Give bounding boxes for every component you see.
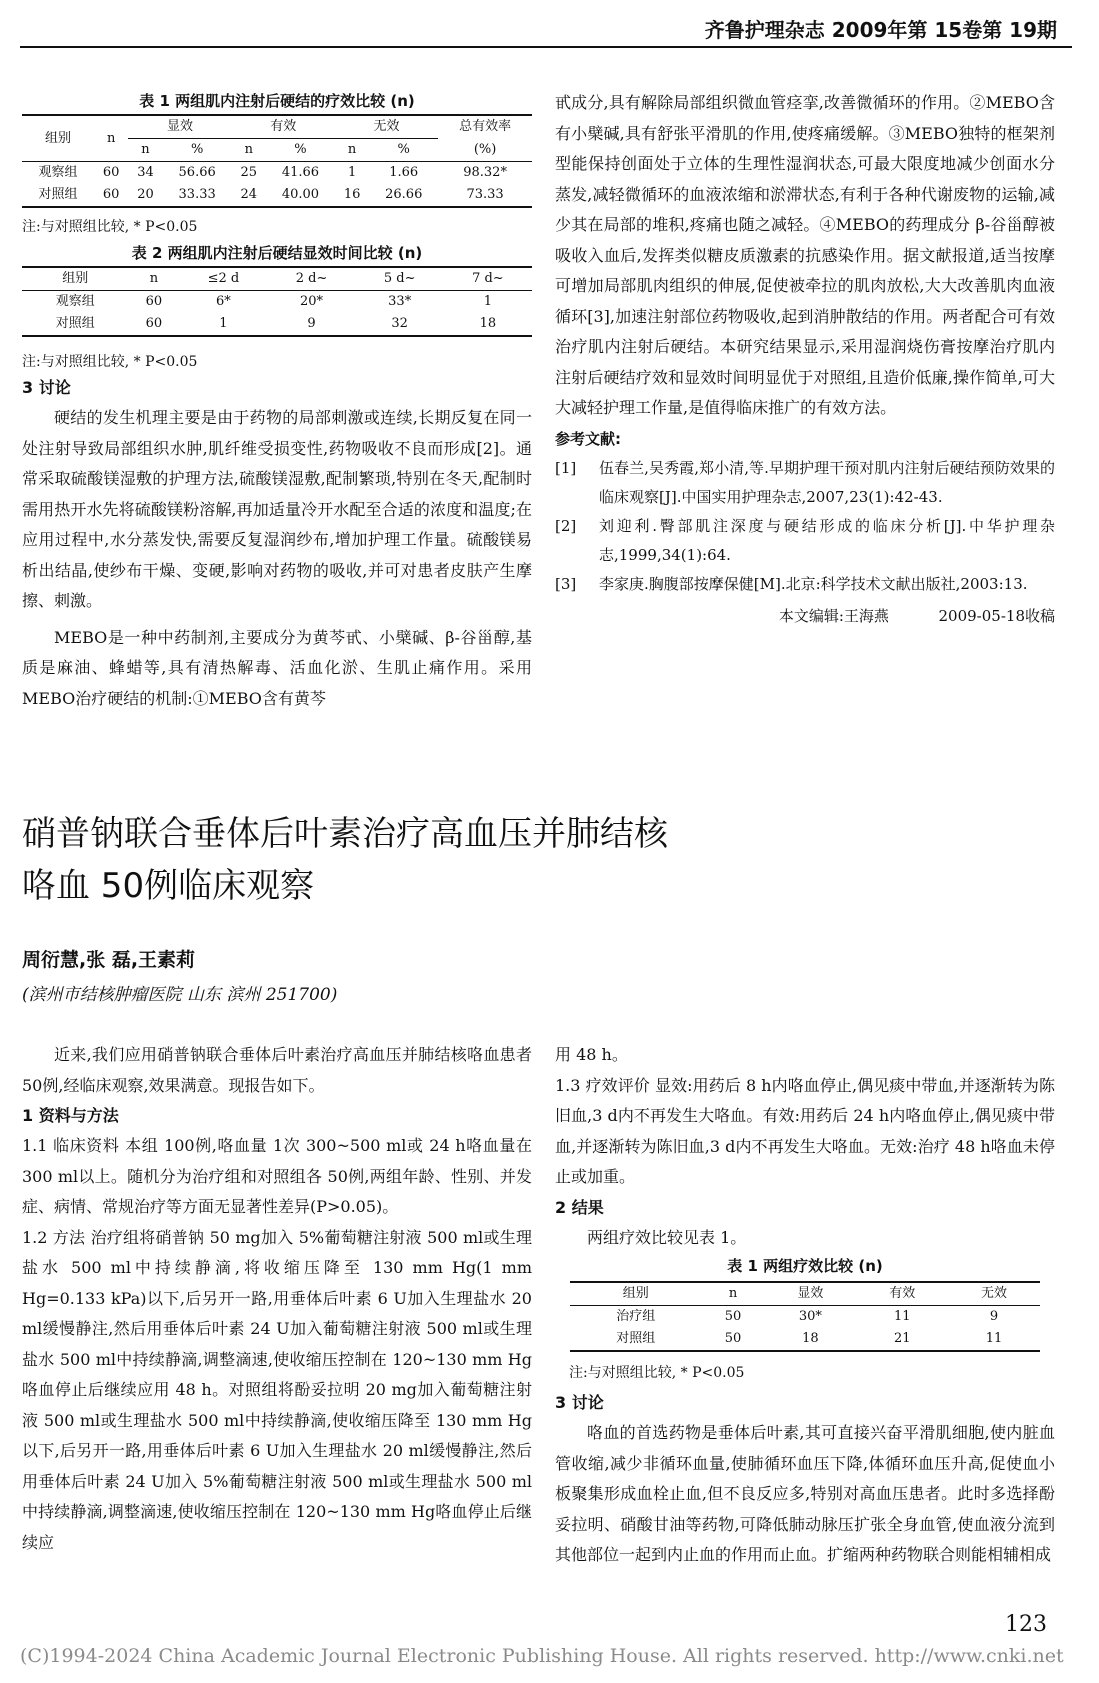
editor-line	[555, 601, 1055, 631]
copyright-line: (C)1994-2024 China Academic Journal Electronic Publishing House. All rights reserved. http://www.cnki.net	[20, 1645, 1064, 1667]
table-header: 组别	[62, 271, 89, 286]
paragraph: 甙成分,具有解除局部组织微血管痉挛,改善微循环的作用。②MEBO含有小檗碱,具有舒张平滑肌的作用,使疼痛缓解。③MEBO独特的框架剂型能保持创面处于立体的生理性湿润状态,可最大限度地减少创面水分蒸发,减轻微循环的血液浓缩和淤滞状态,有利于各种代谢废物的运输,减少其在局部的堆积,疼痛也随之减轻。④MEBO的药理成分 β-谷甾醇被吸收入血后,发挥类似糖皮质激素的抗感染作用。据文献报道,适当按摩可增加局部肌肉组织的伸展,促使被牵拉的肌肉放松,大大改善肌肉血液循环[3],加速注射部位药物吸收,起到消肿散结的作用。两者配合可有效治疗肌内注射后硬结。本研究结果显示,采用湿润烧伤膏按摩治疗肌内注射后硬结疗效和显效时间明显优于对照组,且造价低廉,操作简单,可大大减轻护理工作量,是值得临床推广的有效方法。	[555, 93, 1055, 417]
affiliation: (滨州市结核肿瘤医院 山东 滨州 251700)	[22, 985, 338, 1005]
table-row: 观察组 60 34 56.66 25 41.66 1 1.66 98.32*	[38, 165, 507, 180]
table-header: %	[397, 142, 410, 157]
table-header: 组别	[22, 115, 94, 162]
table-header: (%)	[473, 141, 497, 157]
table-header: n	[141, 142, 150, 157]
paragraph: 咯血的首选药物是垂体后叶素,其可直接兴奋平滑肌细胞,使内脏血管收缩,减少非循环血量,使肺循环血压下降,体循环血压升高,促使血小板聚集形成血栓止血,但不良反应多,特别对高血压患者。此时多选择酚妥拉明、硝酸甘油等药物,可降低肺动脉压扩张全身血管,使血液分流到其他部位一起到内止血的作用而止血。扩缩两种药物联合则能相辅相成	[555, 1423, 1055, 1564]
table-header: n	[347, 142, 357, 157]
header-rule	[20, 46, 1072, 48]
table-row: 对照组 60 1 9 32 18	[22, 313, 532, 336]
table-header: n	[149, 271, 159, 286]
table-header: 无效	[981, 1286, 1008, 1301]
paragraph: 硬结的发生机理主要是由于药物的局部刺激或连续,长期反复在同一处注射导致局部组织水肿,肌纤维受损变性,药物吸收不良而形成[2]。通常采取硫酸镁湿敷的护理方法,硫酸镁湿敷,配制繁琐,特别在冬天,配制时需用热开水先将硫酸镁粉溶解,再加适量冷开水配至合适的浓度和温度;在应用过程中,水分蒸发快,需要反复湿润纱布,增加护理工作量。硫酸镁易析出结晶,使纱布干燥、变硬,影响对药物的吸收,并可对患者皮肤产生摩擦、刺激。	[22, 408, 532, 610]
body-left-column	[22, 1040, 532, 1558]
article-title	[22, 808, 922, 912]
journal-header: 齐鲁护理杂志 2009年第 15卷第 19期	[704, 18, 1057, 42]
section-title: 3 讨论	[22, 378, 71, 397]
paragraph: MEBO是一种中药制剂,主要成分为黄芩甙、小檗碱、β-谷甾醇,基质是麻油、蜂蜡等,具有清热解毒、活血化淤、生肌止痛作用。采用 MEBO治疗硬结的机制:①MEBO含有黄芩	[22, 627, 532, 708]
table1	[22, 114, 532, 208]
reference-item: [2] 刘迎利.臀部肌注深度与硬结形成的临床分析[J].中华护理杂志,1999,34(1):64.	[555, 516, 1055, 564]
title-line-2: 咯血 50例临床观察	[22, 866, 315, 906]
table-header: %	[294, 142, 307, 157]
right-column	[555, 88, 1055, 631]
results-table	[570, 1281, 1040, 1352]
reference-item: [1] 伍春兰,吴秀霞,郑小清,等.早期护理干预对肌内注射后硬结预防效果的临床观察[J].中国实用护理杂志,2007,23(1):42-43.	[555, 458, 1055, 506]
paragraph: 1.2 方法 治疗组将硝普钠 50 mg加入 5%葡萄糖注射液 500 ml或生理盐水 500 ml中持续静滴,将收缩压降至 130 mm Hg(1 mm Hg=0.133 kPa)以下,后另开一路,用垂体后叶素 6 U加入生理盐水 20 ml缓慢静注,然后用垂体后叶素 24 U加入葡萄糖注射液 500 ml或生理盐水 500 ml中持续静滴,调整滴速,使收缩压控制在 120~130 mm Hg咯血停止后继续应用 48 h。对照组将酚妥拉明 20 mg加入葡萄糖注射液 500 ml或生理盐水 500 ml中持续静滴,使收缩压降至 130 mm Hg以下,后另开一路,用垂体后叶素 6 U加入生理盐水 20 ml缓慢静注,然后用垂体后叶素 24 U加入 5%葡萄糖注射液 500 ml或生理盐水 500 ml中持续静滴,调整滴速,使收缩压控制在 120~130 mm Hg咯血停止后继续应	[22, 1227, 532, 1552]
table2	[22, 266, 532, 337]
table-row: 对照组 60 20 33.33 24 40.00 16 26.66 73.33	[22, 184, 532, 207]
table-header: 无效	[335, 115, 438, 139]
title-line-1: 硝普钠联合垂体后叶素治疗高血压并肺结核	[22, 814, 668, 854]
paragraph: 1.1 临床资料 本组 100例,咯血量 1次 300~500 ml或 24 h咯血量在 300 ml以上。随机分为治疗组和对照组各 50例,两组年龄、性别、并发症、病情、常规治疗等方面无显著性差异(P>0.05)。	[22, 1136, 532, 1216]
authors: 周衍慧,张 磊,王素莉	[22, 949, 196, 971]
paragraph: 1.3 疗效评价 显效:用药后 8 h内咯血停止,偶见痰中带血,并逐渐转为陈旧血,3 d内不再发生大咯血。有效:用药后 24 h内咯血停止,偶见痰中带血,并逐渐转为陈旧血,3 d内不再发生大咯血。无效:治疗 48 h咯血未停止或加重。	[555, 1075, 1055, 1186]
editor-name: 本文编辑:王海燕	[778, 606, 889, 625]
table-caption: 表 1 两组疗效比较 (n)	[727, 1257, 883, 1275]
table-header: n	[94, 115, 128, 162]
table-row: 观察组 60 6* 20* 33* 1	[55, 294, 493, 309]
table-header: 显效	[128, 115, 231, 139]
section-title: 3 讨论	[555, 1393, 604, 1412]
page-number: 123	[1005, 1612, 1047, 1637]
table-row: 治疗组 50 30* 11 9	[616, 1309, 999, 1324]
table-note: 注:与对照组比较, * P<0.05	[569, 1365, 745, 1381]
table-header: 有效	[232, 115, 335, 139]
paragraph: 两组疗效比较见表 1。	[587, 1227, 747, 1247]
section-title: 1 资料与方法	[22, 1106, 119, 1125]
table-header: 5 d~	[383, 271, 416, 286]
table-header: 2 d~	[295, 271, 328, 286]
body-right-column	[555, 1040, 1055, 1571]
section-title: 2 结果	[555, 1197, 604, 1217]
paragraph: 近来,我们应用硝普钠联合垂体后叶素治疗高血压并肺结核咯血患者 50例,经临床观察,效果满意。现报告如下。	[22, 1045, 532, 1095]
references-title: 参考文献:	[555, 429, 621, 448]
reference-item: [3] 李家庚.胸腹部按摩保健[M].北京:科学技术文献出版社,2003:13.	[555, 574, 1028, 593]
table-header: ≤2 d	[207, 271, 240, 286]
table1-caption: 表 1 两组肌内注射后硬结的疗效比较 (n)	[139, 92, 415, 110]
table-header: 显效	[797, 1286, 824, 1301]
table-header: 7 d~	[472, 271, 504, 286]
received-date: 2009-05-18收稿	[938, 606, 1055, 625]
table1-note: 注:与对照组比较, * P<0.05	[22, 219, 198, 235]
table-header: %	[190, 142, 204, 157]
table-header: n	[244, 142, 253, 157]
table-header: 组别	[622, 1286, 649, 1301]
table2-caption: 表 2 两组肌内注射后硬结显效时间比较 (n)	[131, 244, 423, 262]
table-header: 总有效率	[459, 119, 512, 135]
table-row: 对照组 50 18 21 11	[570, 1328, 1040, 1351]
table-header: n	[728, 1286, 738, 1301]
table2-note: 注:与对照组比较, * P<0.05	[22, 354, 198, 370]
paragraph: 用 48 h。	[555, 1045, 628, 1064]
left-column	[22, 88, 532, 714]
table-header: 有效	[889, 1286, 916, 1301]
